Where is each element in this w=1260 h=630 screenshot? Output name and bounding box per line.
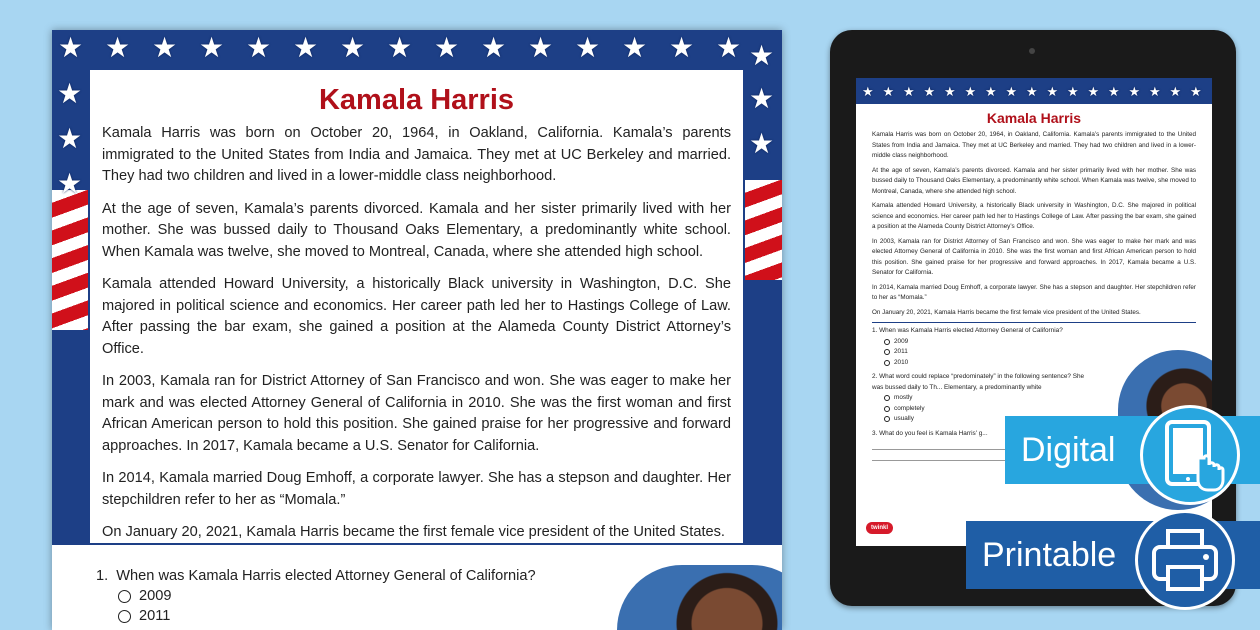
twinkl-logo: twinkl	[866, 522, 893, 534]
paragraph: In 2014, Kamala married Doug Emhoff, a corporate lawyer. She has a stepson and daughter. Her stepchildren refer to her as “Momala.”	[872, 283, 1196, 301]
option-label: completely	[894, 404, 925, 412]
flag-stripes-left	[52, 190, 88, 330]
radio-icon[interactable]	[118, 590, 131, 603]
star-icon: ★	[575, 32, 601, 63]
radio-icon[interactable]	[884, 406, 890, 412]
printable-label: Printable	[982, 535, 1117, 574]
worksheet-title: Kamala Harris	[986, 110, 1082, 126]
question-text: What do you feel is Kamala Harris' g...	[879, 429, 988, 437]
radio-icon[interactable]	[884, 339, 890, 345]
star-icon: ★	[246, 32, 272, 63]
star-icon: ★	[528, 32, 554, 63]
tablet-touch-icon	[1140, 405, 1240, 505]
option-label: 2011	[139, 608, 171, 624]
star-icon: ★	[622, 32, 648, 63]
option-label: 2011	[894, 348, 908, 355]
radio-icon[interactable]	[884, 395, 890, 401]
paragraph: In 2003, Kamala ran for District Attorney of San Francisco and won. She was eager to make her mark and was elected Attorney General of California in 2010. She was the first woman and first African American person to hold this position. She gained praise for her progressive and forward approaches. In 2017, Kamala became a U.S. Senator for California.	[872, 237, 1196, 276]
paragraph: Kamala Harris was born on October 20, 1964, in Oakland, California. Kamala’s parents immigrated to the United States from India and Jamaica. They met at UC Berkeley and married. They had two children and lived in a lower-middle class neighborhood.	[872, 131, 1196, 159]
star-icon: ★	[1169, 84, 1182, 99]
worksheet-preview	[52, 30, 782, 630]
question-number: 3.	[872, 429, 878, 437]
star-icon: ★	[152, 32, 178, 63]
star-icon: ★	[882, 84, 895, 99]
star-icon: ★	[199, 32, 225, 63]
star-icon: ★	[985, 84, 997, 99]
star-icon: ★	[1026, 84, 1038, 99]
star-icon: ★	[57, 168, 83, 199]
paragraph: On January 20, 2021, Kamala Harris became the first female vice president of the United States.	[872, 308, 1141, 316]
option[interactable]	[884, 393, 1196, 404]
star-icon: ★	[58, 32, 84, 63]
star-icon: ★	[340, 32, 366, 63]
option[interactable]	[884, 347, 1196, 358]
worksheet-text-box	[88, 68, 745, 545]
paragraph: In 2003, Kamala ran for District Attorney of San Francisco and won. She was eager to make her mark and was elected Attorney General of California in 2010. She was the first woman and first African American person to hold this position. She gained praise for her progressive and forward approaches. In 2017, Kamala became a U.S. Senator for California.	[102, 373, 731, 454]
question-number: 2.	[872, 373, 878, 380]
star-icon: ★	[964, 84, 977, 99]
radio-icon[interactable]	[118, 610, 131, 623]
question-number: 1.	[872, 327, 878, 334]
star-icon: ★	[293, 32, 319, 63]
printer-icon	[1135, 510, 1235, 610]
option-2011[interactable]	[118, 608, 536, 624]
paragraph: On January 20, 2021, Kamala Harris became the first female vice president of the United States.	[102, 524, 725, 540]
star-icon: ★	[1087, 84, 1100, 99]
star-icon: ★	[1046, 84, 1059, 99]
option-label: 2010	[894, 358, 909, 366]
option-2009[interactable]	[118, 588, 536, 604]
worksheet-title: Kamala Harris	[318, 84, 515, 116]
option[interactable]	[884, 337, 1196, 348]
star-icon: ★	[669, 32, 695, 63]
star-icon: ★	[1190, 84, 1202, 99]
star-icon: ★	[1067, 84, 1079, 99]
star-icon: ★	[1149, 84, 1161, 99]
star-icon: ★	[57, 78, 83, 109]
paragraph: At the age of seven, Kamala’s parents divorced. Kamala and her sister primarily lived with her mother. She was bussed daily to Thousand Oaks Elementary, a predominantly white school. When Kamala was twelve, she moved to Montreal, Canada, where she attended high school.	[102, 200, 731, 260]
star-icon: ★	[749, 128, 775, 159]
question-text: What word could replace “predominately” in the following sentence? She was bussed daily to Th... Elementary, a predominantly white	[872, 373, 1085, 391]
star-icon: ★	[923, 84, 936, 99]
paragraph: Kamala Harris was born on October 20, 1964, in Oakland, California. Kamala’s parents immigrated to the United States from India and Jamaica. They met at UC Berkeley and married. They had two children and lived in a lower-middle class neighborhood.	[102, 125, 731, 184]
star-icon: ★	[1128, 84, 1141, 99]
paragraph: Kamala attended Howard University, a historically Black university in Washington, D.C. She majored in political science and economics. Her career path led her to Hastings College of Law. After passing the bar exam, she gained a position at the Alameda County District Attorney’s Office.	[102, 276, 731, 357]
flag-stripes-right	[745, 180, 782, 280]
option-label: 2009	[894, 337, 909, 345]
radio-icon[interactable]	[884, 416, 890, 422]
star-icon: ★	[944, 84, 956, 99]
option-label: mostly	[894, 394, 913, 401]
option-label: usually	[894, 415, 914, 422]
paragraph: At the age of seven, Kamala’s parents divorced. Kamala and her sister primarily lived with her mother. She was bussed daily to Thousand Oaks Elementary, a predominantly white school. When Kamala was twelve, she moved to Montreal, Canada, where she attended high school.	[872, 166, 1196, 195]
paragraph: In 2014, Kamala married Doug Emhoff, a corporate lawyer. She has a stepson and daughter. Her stepchildren refer to her as “Momala.”	[102, 470, 731, 508]
paragraph: Kamala attended Howard University, a historically Black university in Washington, D.C. She majored in political science and economics. Her career path led her to Hastings College of Law. After passing the bar exam, she gained a position at the Alameda County District Attorney’s Office.	[872, 202, 1196, 230]
radio-icon[interactable]	[884, 360, 890, 366]
star-icon: ★	[57, 123, 83, 154]
question-1	[872, 326, 1196, 337]
star-icon: ★	[862, 84, 874, 99]
star-icon: ★	[749, 83, 775, 114]
star-icon: ★	[903, 84, 915, 99]
camera-icon	[1029, 48, 1035, 54]
question-2	[872, 372, 1092, 393]
question-number: 1.	[96, 568, 109, 584]
option-label: 2009	[139, 588, 172, 604]
star-icon: ★	[387, 32, 413, 63]
radio-icon[interactable]	[884, 349, 890, 355]
star-icon: ★	[716, 32, 742, 63]
question-text: When was Kamala Harris elected Attorney General of California?	[879, 327, 1063, 334]
star-icon: ★	[434, 32, 460, 63]
option[interactable]	[884, 358, 1196, 369]
star-icon: ★	[105, 32, 131, 63]
question-1	[96, 568, 536, 624]
star-icon: ★	[1005, 84, 1018, 99]
digital-label: Digital	[1021, 430, 1116, 469]
star-icon: ★	[1108, 84, 1120, 99]
star-icon: ★	[749, 40, 775, 71]
star-icon: ★	[481, 32, 507, 63]
question-text: When was Kamala Harris elected Attorney General of California?	[116, 568, 536, 584]
